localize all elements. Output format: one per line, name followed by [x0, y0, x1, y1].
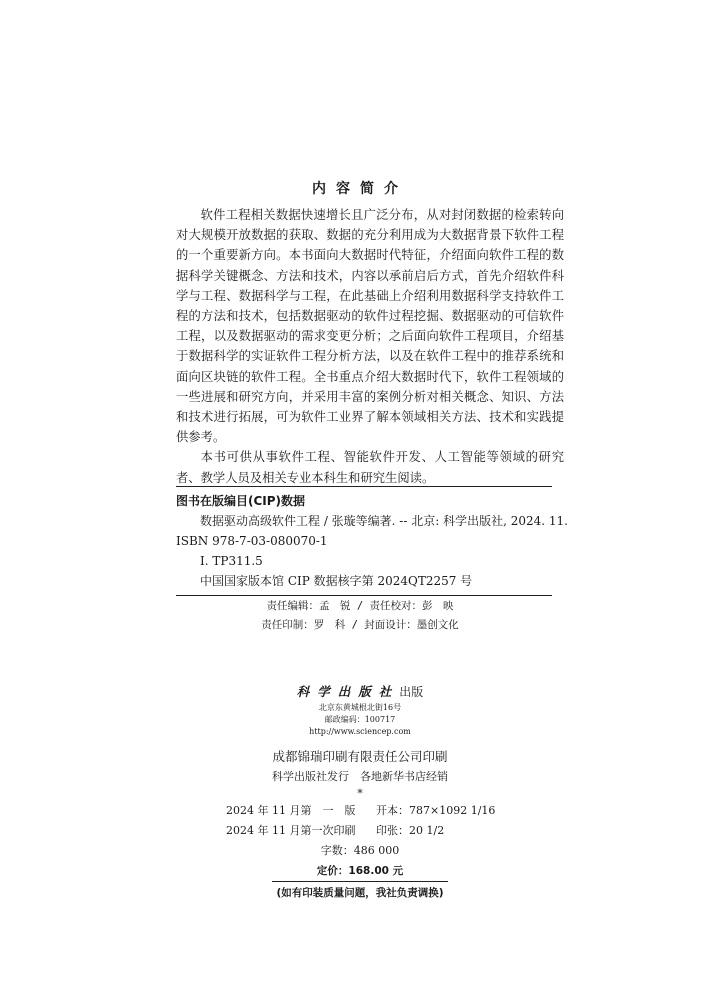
spec-printing: 2024 年 11 月第一次印刷: [226, 824, 356, 837]
summary-paragraph: 软件工程相关数据快速增长且广泛分布，从对封闭数据的检索转向对大规模开放数据的获取、数据的充分利用成为大数据背景下软件工程的一个重要新方向。本书面向大数据时代特征，介绍面向软件工程的数据科学关键概念、方法和技术，内容以承前启后方式，首先介绍软件科学与工程、数据科学与工程，在此基础上介绍利用数据科学支持软件工程的方法和技术，包括数据驱动的软件过程挖掘、数据驱动的可信软件工程，以及数据驱动的需求变更分析；之后面向软件工程项目，介绍基于数据科学的实证软件工程分析方法，以及在软件工程中的推荐系统和面向区块链的软件工程。全书重点介绍大数据时代下，软件工程领域的一些进展和研究方向，并采用丰富的案例分析对相关概念、知识、方法和技术进行拓展，可为软件工业界了解本领域相关方法、技术和实践提供参考。: [176, 208, 564, 445]
staff-credits: [0, 597, 720, 635]
distribution-line: 科学出版社发行 各地新华书店经销: [272, 770, 448, 783]
separator-star: *: [357, 787, 363, 800]
summary-title: 内容简介: [312, 181, 408, 197]
spec-row: [226, 821, 494, 841]
publisher-suffix: 出版: [399, 685, 424, 699]
cip-approval: 中国国家版本馆 CIP 数据核字第 2024QT2257 号: [200, 574, 473, 588]
cip-record-line: 数据驱动高级软件工程 / 张璇等编著. -- 北京: 科学出版社, 2024. 11.: [200, 514, 568, 528]
printer-line: 成都锦瑞印刷有限责任公司印刷: [272, 749, 448, 764]
publisher-name: [0, 683, 720, 702]
cip-classification: Ⅰ. TP311.5: [200, 554, 263, 568]
price: 定价：168.00 元: [316, 865, 404, 877]
staff-line-production: 责任印制：罗 科 / 封面设计：墨创文化: [261, 619, 459, 631]
summary-body: [176, 205, 564, 488]
publisher-website: http://www.sciencep.com: [309, 727, 411, 736]
cip-isbn: ISBN 978-7-03-080070-1: [176, 534, 328, 548]
publisher-block: [0, 683, 720, 902]
publisher-logo: 科学出版社: [296, 684, 400, 699]
spec-row: [226, 801, 494, 821]
word-count: 字数：486 000: [320, 844, 400, 857]
publisher-address: 北京东黄城根北街16号: [318, 703, 402, 712]
quality-notice: (如有印装质量问题，我社负责调换): [272, 881, 447, 902]
summary-paragraph: 本书可供从事软件工程、智能软件开发、人工智能等领域的研究者、教学人员及相关专业本科生和研究生阅读。: [176, 450, 564, 485]
cip-block: [176, 486, 568, 596]
spec-format: 开本：787×1092 1/16: [376, 804, 496, 817]
cip-bottom-rule: [176, 595, 552, 596]
spec-sheets: 印张：20 1/2: [376, 824, 445, 837]
staff-line-editors: 责任编辑：孟 锐 / 责任校对：彭 映: [266, 600, 454, 612]
specs-table: [226, 801, 494, 841]
spec-edition: 2024 年 11 月第 一 版: [226, 804, 356, 817]
cip-heading: 图书在版编目(CIP)数据: [176, 494, 306, 508]
publisher-postcode: 邮政编码：100717: [324, 715, 396, 724]
cip-top-rule: [176, 486, 552, 487]
